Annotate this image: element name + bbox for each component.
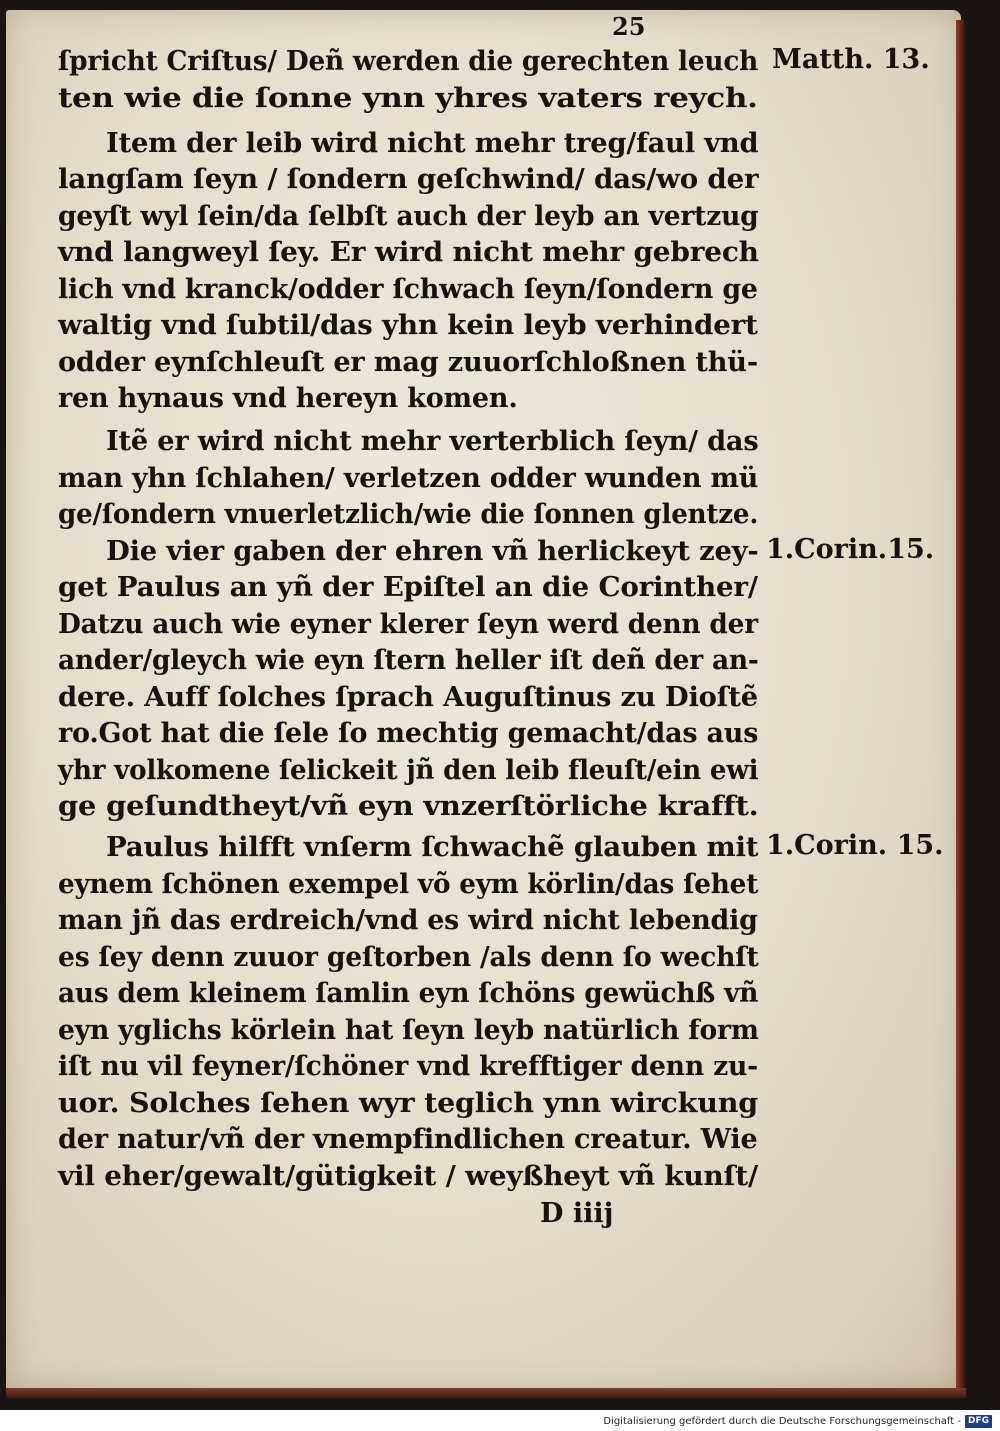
body-line: eynem ſchönen exempel võ eym körlin/das ſehet bbox=[58, 869, 759, 900]
body-line: der natur/vñ der vnempfindlichen creatur. Wie bbox=[58, 1124, 758, 1155]
marginal-note: 1.Corin. 15. bbox=[766, 830, 944, 861]
body-line: ge geſundtheyt/vñ eyn vnzerſtörliche krafft. bbox=[58, 791, 759, 822]
body-line: ge/ſondern vnuerletzlich/wie die ſonnen glentze. bbox=[58, 499, 759, 530]
body-line: yhr volkomene ſelickeit jñ den leib fleuſt/ein ewi bbox=[58, 755, 759, 786]
body-line: uor. Solches ſehen wyr teglich ynn wirckung bbox=[58, 1088, 759, 1119]
body-line: vil eher/gewalt/gütigkeit / weyßheyt vñ kunſt/ bbox=[58, 1161, 758, 1192]
body-line: dere. Auff ſolches ſprach Auguſtinus zu Dioſtẽ bbox=[58, 682, 758, 713]
dfg-logo-icon: DFG bbox=[965, 1415, 992, 1428]
marginal-note: Matth. 13. bbox=[772, 44, 930, 75]
body-line: ander/gleych wie eyn ſtern heller iſt deñ der an- bbox=[58, 645, 759, 676]
body-line: Datzu auch wie eyner klerer ſeyn werd denn der bbox=[58, 609, 758, 640]
body-line: man yhn ſchlahen/ verletzen odder wunden mü bbox=[58, 463, 759, 494]
body-line: Item der leib wird nicht mehr treg/faul vnd bbox=[106, 128, 759, 159]
footer-credit: Digitalisierung gefördert durch die Deutsche Forschungsgemeinschaft - bbox=[603, 1415, 961, 1427]
body-line: eyn yglichs körlein hat ſeyn leyb natürlich form bbox=[58, 1015, 759, 1046]
footer-credit-bar bbox=[603, 1412, 992, 1430]
body-line: lich vnd kranck/odder ſchwach ſeyn/ſondern ge bbox=[58, 274, 758, 305]
catchword: D iiij bbox=[540, 1198, 614, 1229]
body-line: ten wie die ſonne ynn yhres vaters reych. bbox=[58, 83, 758, 114]
body-line: waltig vnd ſubtil/das yhn kein leyb verhindert bbox=[58, 310, 758, 341]
body-line: Paulus hilfft vnſerm ſchwachẽ glauben mit bbox=[106, 832, 759, 863]
page-number: 25 bbox=[612, 12, 646, 41]
body-line: geyſt wyl ſein/da ſelbſt auch der leyb an vertzug bbox=[58, 201, 759, 232]
page-edge-bottom bbox=[6, 1388, 966, 1398]
body-line: ſpricht Criſtus/ Deñ werden die gerechten leuch bbox=[58, 46, 759, 77]
body-line: iſt nu vil feyner/ſchöner vnd krefftiger denn zu- bbox=[58, 1051, 759, 1082]
body-line: man jñ das erdreich/vnd es wird nicht lebendig bbox=[58, 905, 758, 936]
body-line: ro.Got hat die ſele ſo mechtig gemacht/das aus bbox=[58, 718, 759, 749]
body-line: Itẽ er wird nicht mehr verterblich ſeyn/ das bbox=[106, 426, 759, 457]
body-line: langſam ſeyn / ſondern geſchwind/ das/wo der bbox=[58, 164, 759, 195]
body-line: es ſey denn zuuor geſtorben /als denn ſo wechſt bbox=[58, 942, 759, 973]
body-line: ren hynaus vnd hereyn komen. bbox=[58, 383, 518, 414]
body-line: vnd langweyl ſey. Er wird nicht mehr gebrech bbox=[58, 237, 759, 268]
body-line: get Paulus an yñ der Epiſtel an die Corinther/ bbox=[58, 572, 758, 603]
marginal-note: 1.Corin.15. bbox=[766, 534, 935, 565]
body-line: odder eynſchleuſt er mag zuuorſchloßnen thü- bbox=[58, 347, 758, 378]
body-line: aus dem kleinem ſamlin eyn ſchöns gewüchß vñ bbox=[58, 978, 759, 1009]
body-line: Die vier gaben der ehren vñ herlickeyt zey- bbox=[106, 536, 759, 567]
page-edge-right bbox=[956, 20, 966, 1388]
